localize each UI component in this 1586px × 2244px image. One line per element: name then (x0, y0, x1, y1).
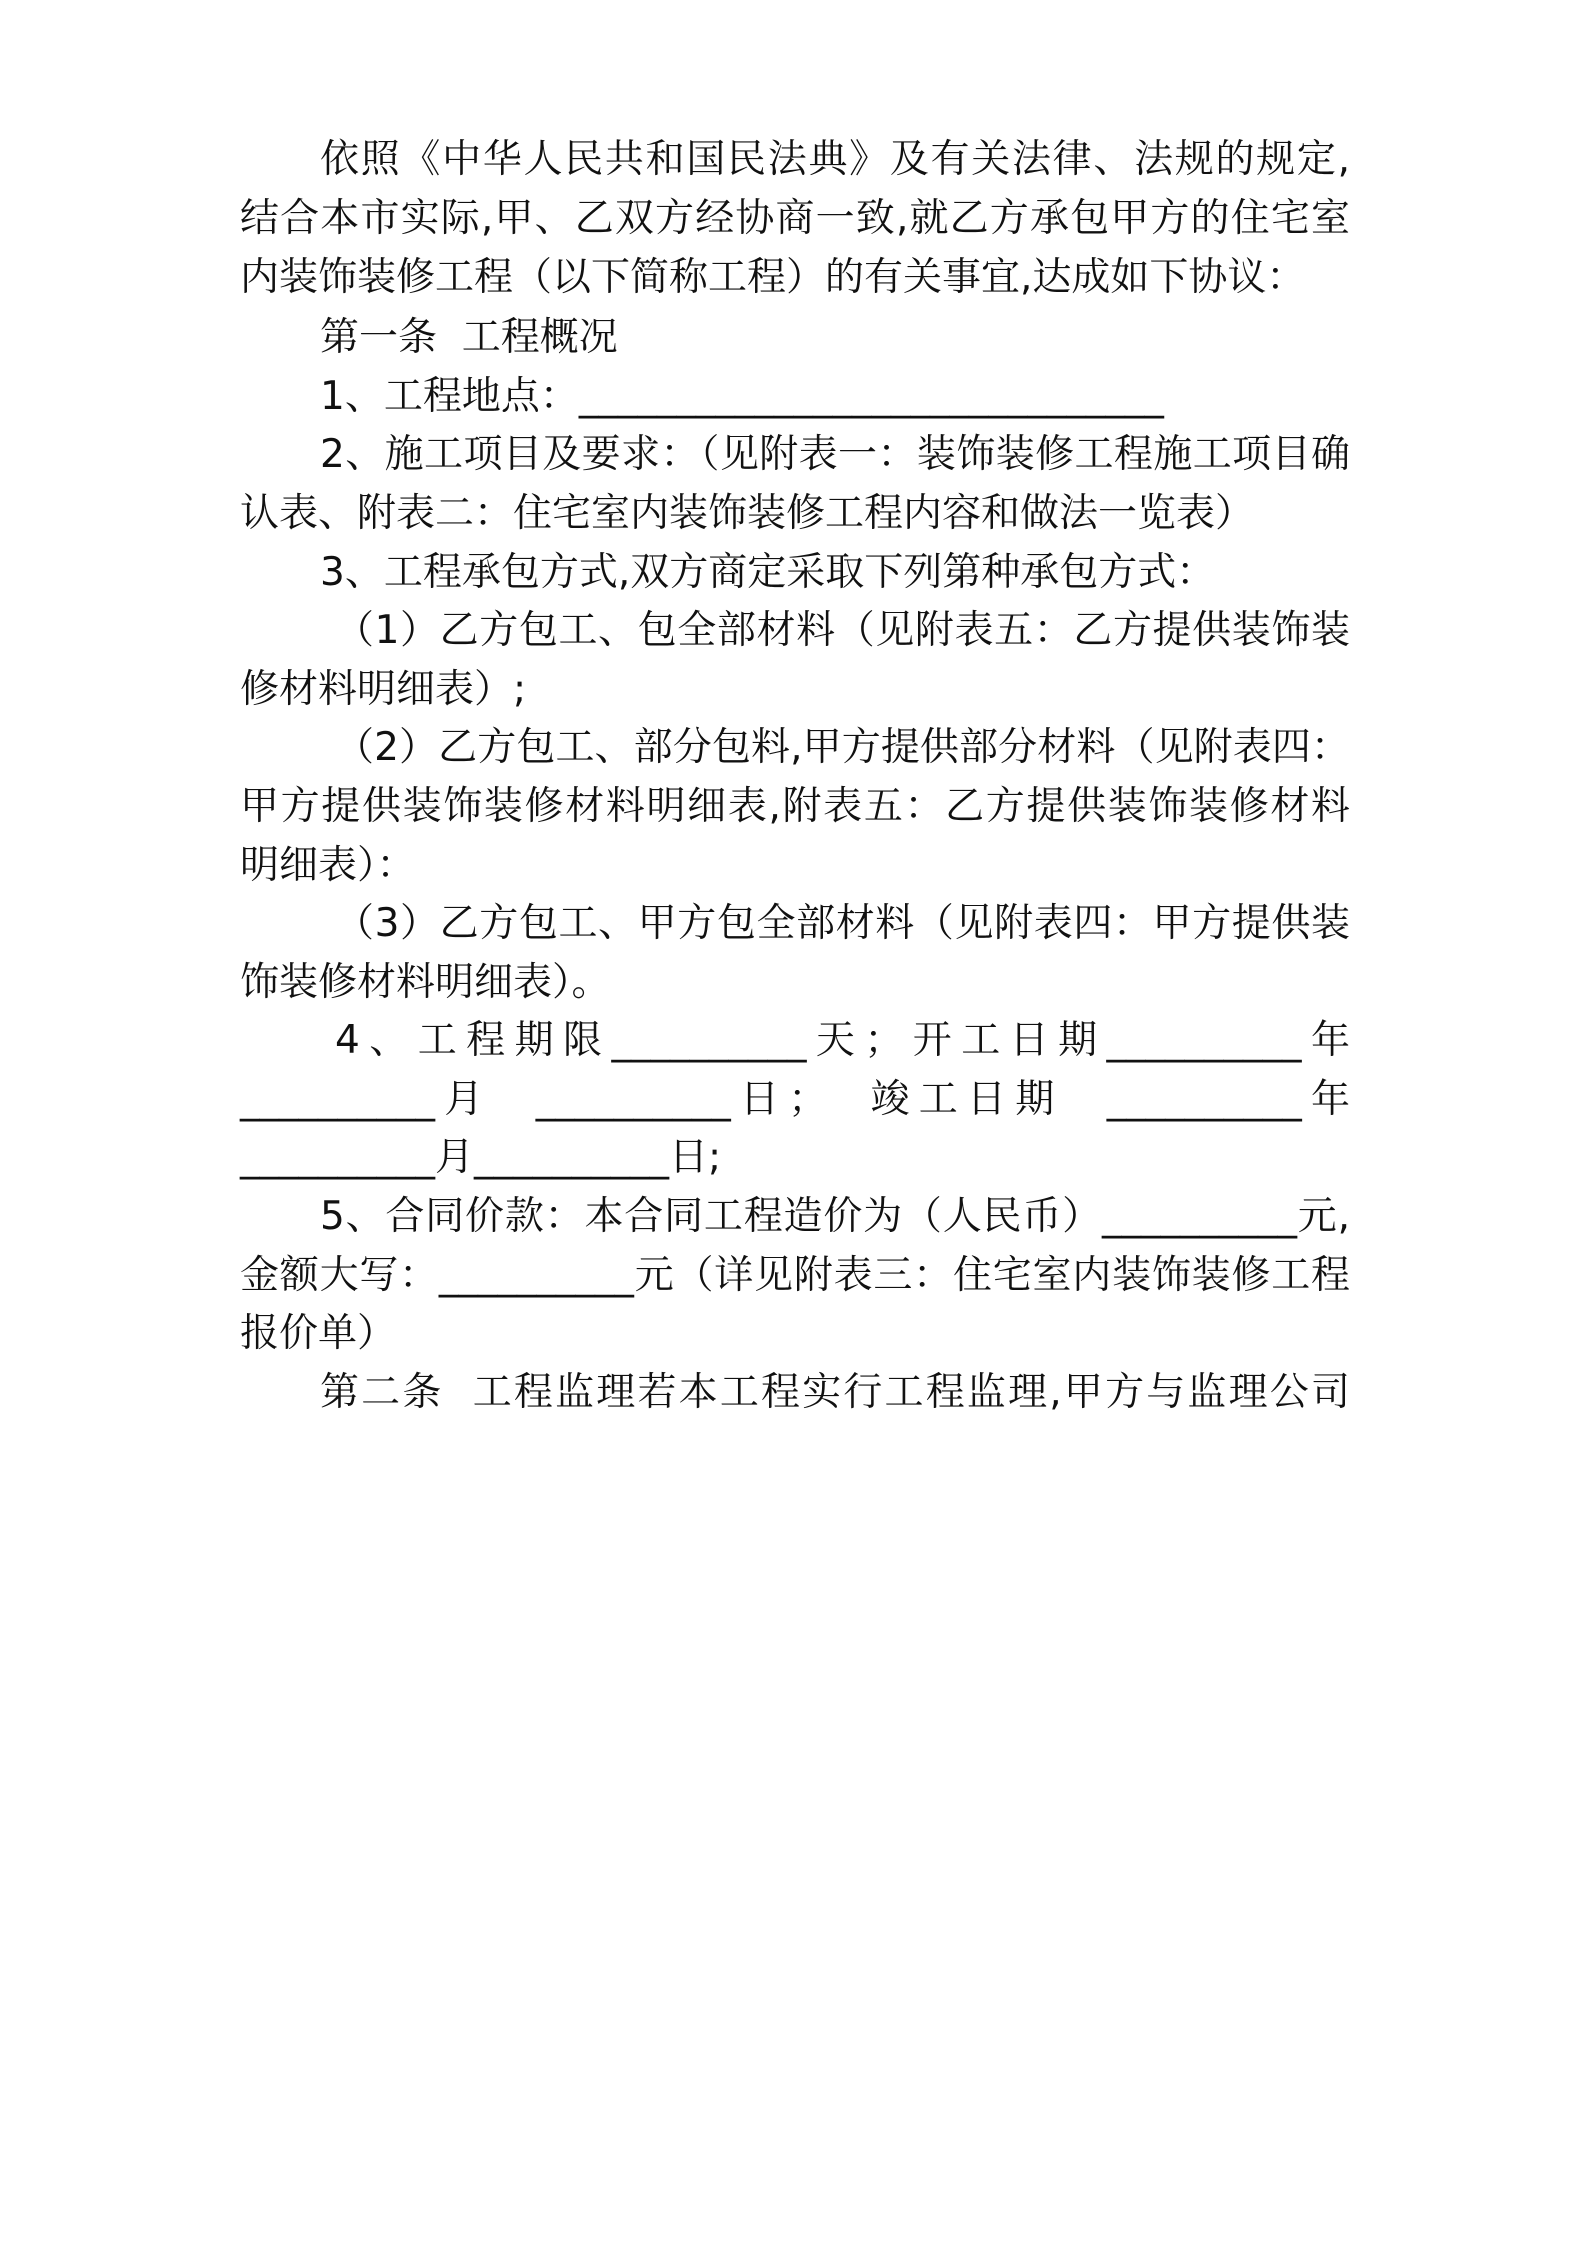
paragraph-line: 认表、附表二：住宅室内装饰装修工程内容和做法一览表） (240, 491, 1255, 536)
paragraph-line: 饰装修材料明细表）。 (240, 960, 611, 1005)
paragraph-line: 5、合同价款：本合同工程造价为（人民币）__________元, (320, 1194, 1350, 1239)
paragraph-line: 1、工程地点：______________________________ (320, 374, 1164, 419)
paragraph-line: 报价单） (240, 1311, 397, 1356)
paragraph-line: 结合本市实际,甲、乙双方经协商一致,就乙方承包甲方的住宅室 (240, 196, 1350, 241)
paragraph-line: 修材料明细表）; (240, 667, 527, 712)
paragraph-line: 3、工程承包方式,双方商定采取下列第种承包方式： (320, 550, 1216, 595)
document-page (240, 0, 1350, 2244)
paragraph-line: 依照《中华人民共和国民法典》及有关法律、法规的规定, (320, 137, 1350, 182)
paragraph-line: （1）乙方包工、包全部材料（见附表五：乙方提供装饰装 (335, 608, 1350, 653)
paragraph-line: __________月__________日; (240, 1135, 722, 1180)
section-heading: 第二条 工程监理若本工程实行工程监理,甲方与监理公司 (320, 1370, 1350, 1415)
paragraph-line: 2、施工项目及要求：（见附表一：装饰装修工程施工项目确 (320, 432, 1350, 477)
paragraph-line: 内装饰装修工程（以下简称工程）的有关事宜,达成如下协议： (240, 255, 1306, 300)
paragraph-line: （3）乙方包工、甲方包全部材料（见附表四：甲方提供装 (335, 901, 1350, 946)
section-heading: 第一条 工程概况 (320, 315, 618, 360)
paragraph-line: 明细表）： (240, 843, 416, 888)
paragraph-line: 4、工程期限__________天；开工日期__________年 (335, 1018, 1350, 1063)
paragraph-line: 甲方提供装饰装修材料明细表,附表五：乙方提供装饰装修材料 (240, 784, 1350, 829)
paragraph-line: 金额大写：__________元（详见附表三：住宅室内装饰装修工程 (240, 1253, 1350, 1298)
paragraph-line: __________月 __________日； 竣工日期 __________年 (240, 1077, 1350, 1122)
paragraph-line: （2）乙方包工、部分包料,甲方提供部分材料（见附表四： (335, 725, 1350, 770)
